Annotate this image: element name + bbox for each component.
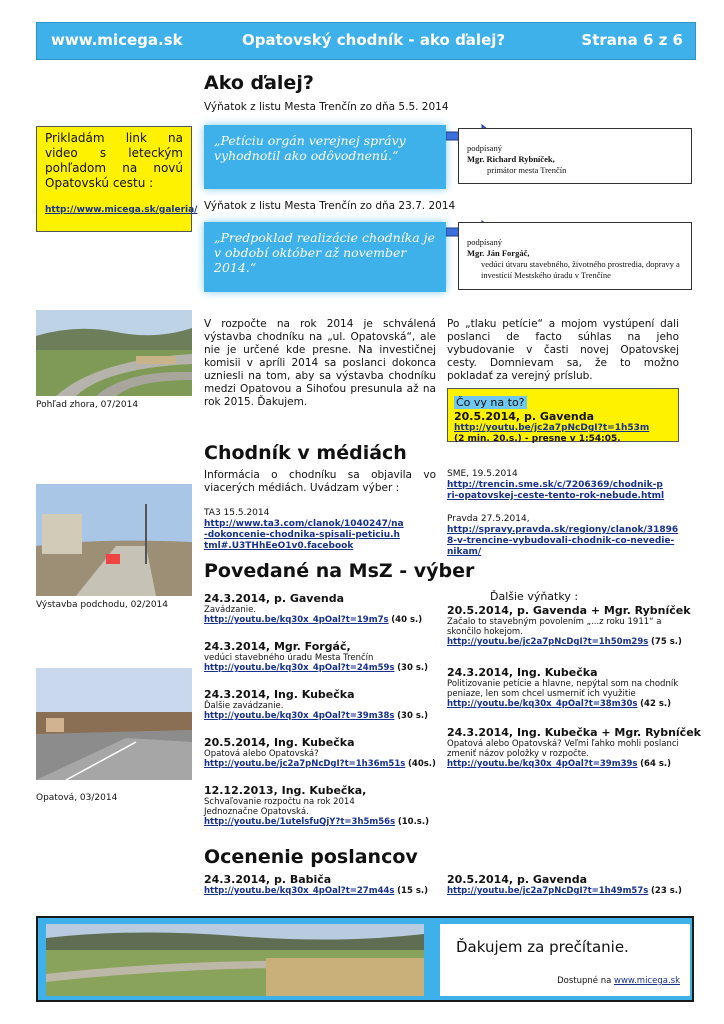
section-title-msz: Povedané na MsZ - výber: [204, 560, 475, 582]
section-title-award: Ocenenie poslancov: [204, 846, 418, 868]
site-name: www.micega.sk: [51, 31, 183, 49]
msz-left-entry: [204, 688, 436, 721]
ta3-label: TA3 15.5.2014: [204, 508, 270, 518]
sme-label: SME, 19.5.2014: [447, 469, 518, 479]
entry-date: 20.5.2014, p. Gavenda + Mgr. Rybníček: [447, 604, 691, 617]
quote-box-2: [204, 222, 446, 292]
sig1-name: Mgr. Richard Rybníček,: [467, 154, 555, 164]
availability: [557, 976, 680, 986]
entry-duration: (75 s.): [651, 637, 682, 647]
pravda-link[interactable]: http://spravy.pravda.sk/regiony/clanok/318968-v-trencine-vybudovali-chodnik-co-nevedie-nikam/: [447, 525, 679, 557]
signature-box-1: [458, 128, 692, 184]
entry-duration: (23 s.): [651, 886, 682, 896]
entry-link[interactable]: http://youtu.be/kq30x_4pOal?t=19m7s: [204, 615, 389, 625]
video-link-text: Prikladám link na video s leteckým pohľadom na novú Opatovskú cestu :: [45, 131, 183, 190]
page-header: [36, 22, 696, 60]
photo3-caption: Opatová, 03/2014: [36, 793, 118, 803]
entry-date: 12.12.2013, Ing. Kubečka,: [204, 784, 367, 797]
section-title-media: Chodník v médiách: [204, 442, 407, 464]
entry-duration: (42 s.): [640, 699, 672, 709]
entry-date: 20.5.2014, Ing. Kubečka: [204, 736, 355, 749]
underpass-photo: [36, 484, 192, 596]
sig1-label: podpísaný: [467, 143, 502, 153]
entry-text: Schvaľovanie rozpočtu na rok 2014 Jednoznačne Opatovská.: [204, 797, 355, 817]
entry-duration: (40s.): [408, 759, 436, 769]
footer-landscape-photo: [46, 924, 424, 996]
msz-left-entry: [204, 640, 436, 673]
entry-date: 24.3.2014, p. Gavenda: [204, 592, 345, 605]
gallery-link[interactable]: http://www.micega.sk/galeria/: [45, 205, 198, 215]
award-left: [204, 873, 436, 896]
opatova-photo: [36, 668, 192, 780]
entry-link[interactable]: http://youtu.be/jc2a7pNcDgI?t=1h50m29s: [447, 637, 649, 647]
entry-link[interactable]: http://youtu.be/jc2a7pNcDgI?t=1h36m51s: [204, 759, 406, 769]
quote-box-1: [204, 125, 446, 189]
budget-paragraph-1: V rozpočte na rok 2014 je schválená výstavba chodníku na „ul. Opatovská“, ale nie je určené kde presne. Na investičnej komisii v apríli 2014 sa poslanci dokonca uzniesli na tom, aby sa výstavba chodníku medzi Opatovou a Sihoťou presunula až na rok 2015. Ďakujem.: [204, 318, 436, 408]
more-excerpts-title: Ďalšie výňatky :: [490, 590, 579, 603]
entry-text: Politizovanie petície a hlavne, nepýtal som na chodník peniaze, len som chcel usmerniť ich využitie: [447, 679, 679, 699]
entry-link[interactable]: http://youtu.be/kq30x_4pOal?t=24m59s: [204, 663, 395, 673]
entry-text: Zavádzanie.: [204, 605, 257, 615]
media-intro: Informácia o chodníku sa objavila vo viacerých médiách. Uvádzam výber :: [204, 469, 436, 494]
entry-text: Opatová alebo Opatovská?: [204, 749, 319, 759]
video-link-box: [36, 126, 198, 232]
entry-text: Ďalšie zavádzanie.: [204, 701, 284, 711]
entry-link[interactable]: http://youtu.be/kq30x_4pOal?t=38m30s: [447, 699, 638, 709]
msz-left-entry: [204, 592, 436, 625]
aerial-photo: [36, 310, 192, 396]
sig2-role: vedúci útvaru stavebného, životného prostredia, dopravy a investícií Mestského úradu v Trenčíne: [481, 259, 680, 280]
entry-date: 24.3.2014, p. Babiča: [204, 873, 332, 886]
entry-date: 24.3.2014, Ing. Kubečka: [204, 688, 355, 701]
award-right: [447, 873, 682, 896]
reaction-box: [447, 388, 679, 442]
msz-left-entry: [204, 736, 436, 769]
entry-duration: (64 s.): [640, 759, 672, 769]
pravda-label: Pravda 27.5.2014,: [447, 514, 530, 524]
entry-duration: (10.s.): [397, 817, 429, 827]
sig2-label: podpísaný: [467, 237, 502, 247]
section-title-ako-dalej: Ako ďalej?: [204, 72, 314, 94]
msz-right-entry: [447, 604, 691, 647]
entry-link[interactable]: http://youtu.be/jc2a7pNcDgI?t=1h49m57s: [447, 886, 649, 896]
sme-link[interactable]: http://trencin.sme.sk/c/7206369/chodnik-pri-opatovskej-ceste-tento-rok-nebude.html: [447, 480, 665, 501]
footer-site-link[interactable]: www.micega.sk: [614, 976, 680, 986]
excerpt-label-2: Výňatok z listu Mesta Trenčín zo dňa 23.7. 2014: [204, 200, 456, 212]
budget-paragraph-2: Po „tlaku petície“ a mojom vystúpení dali poslanci de facto súhlas na jeho vybudovanie v časti novej Opatovskej cesty. Domnievam sa, že to možno pokladať za verejný príslub.: [447, 318, 679, 382]
msz-right-entry: [447, 666, 679, 709]
sig2-name: Mgr. Ján Forgáč,: [467, 248, 530, 258]
entry-link[interactable]: http://youtu.be/kq30x_4pOal?t=27m44s: [204, 886, 395, 896]
entry-text: Začalo to stavebným povolením „...z roku 1911“ a skončilo hokejom.: [447, 617, 662, 637]
entry-duration: (15 s.): [397, 886, 429, 896]
reaction-note: (2 min. 20.s.) - presne v 1:54:05.: [454, 434, 621, 444]
msz-left-entry: [204, 784, 436, 827]
entry-link[interactable]: http://youtu.be/kq30x_4pOal?t=39m38s: [204, 711, 395, 721]
entry-link[interactable]: http://youtu.be/1utelsfuQjY?t=3h5m56s: [204, 817, 396, 827]
entry-text: vedúci stavebného úradu Mesta Trenčín: [204, 653, 374, 663]
quote-text-2: „Predpoklad realizácie chodníka je v období október až november 2014.“: [214, 230, 435, 275]
entry-link[interactable]: http://youtu.be/kq30x_4pOal?t=39m39s: [447, 759, 638, 769]
entry-duration: (30 s.): [397, 663, 429, 673]
entry-duration: (40 s.): [391, 615, 423, 625]
photo2-caption: Výstavba podchodu, 02/2014: [36, 600, 169, 610]
footer-banner: [36, 916, 694, 1002]
ta3-link[interactable]: http://www.ta3.com/clanok/1040247/na-dokoncenie-chodnika-spisali-peticiu.html#.U3THhEeO1v0.facebook: [204, 519, 404, 551]
reaction-link[interactable]: http://youtu.be/jc2a7pNcDgI?t=1h53m: [454, 423, 650, 433]
msz-right-entry: [447, 726, 701, 769]
entry-date: 24.3.2014, Ing. Kubečka + Mgr. Rybníček: [447, 726, 701, 739]
reaction-title: Čo vy na to?: [456, 396, 525, 409]
sig1-role: primátor mesta Trenčín: [487, 165, 567, 175]
entry-text: Opatová alebo Opatovská? Veľmi ľahko mohli poslanci zmeniť názov položky v rozpočte.: [447, 739, 679, 759]
page-number: Strana 6 z 6: [581, 31, 683, 49]
quote-text-1: „Petíciu orgán verejnej správy vyhodnotil ako odôvodnenú.“: [214, 133, 406, 163]
photo1-caption: Pohľad zhora, 07/2014: [36, 400, 139, 410]
footer-text-panel: [440, 924, 690, 996]
signature-box-2: [458, 222, 692, 290]
availability-label: Dostupné na: [557, 976, 612, 986]
entry-duration: (30 s.): [397, 711, 429, 721]
excerpt-label-1: Výňatok z listu Mesta Trenčín zo dňa 5.5. 2014: [204, 101, 449, 113]
reaction-date: 20.5.2014, p. Gavenda: [454, 410, 595, 423]
entry-date: 24.3.2014, Ing. Kubečka: [447, 666, 598, 679]
entry-date: 20.5.2014, p. Gavenda: [447, 873, 588, 886]
page-title: Opatovský chodník - ako ďalej?: [242, 31, 506, 49]
entry-date: 24.3.2014, Mgr. Forgáč,: [204, 640, 351, 653]
thanks-text: Ďakujem za prečítanie.: [456, 938, 629, 956]
